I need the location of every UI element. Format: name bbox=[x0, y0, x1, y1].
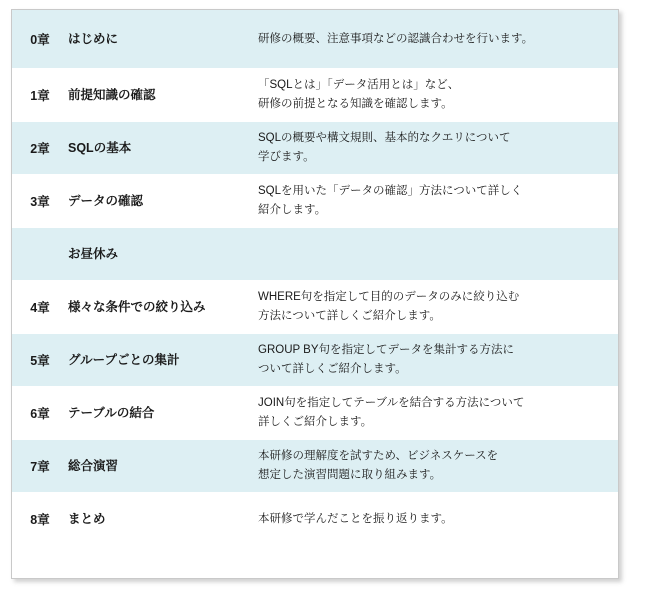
chapter-title: お昼休み bbox=[68, 228, 258, 280]
chapter-title: データの確認 bbox=[68, 175, 258, 227]
agenda-table-body bbox=[12, 10, 618, 545]
chapter-title: 前提知識の確認 bbox=[68, 69, 258, 121]
chapter-number: 0章 bbox=[12, 10, 68, 68]
chapter-description bbox=[258, 493, 618, 545]
chapter-description bbox=[258, 122, 618, 174]
chapter-description bbox=[258, 10, 618, 68]
chapter-title: はじめに bbox=[68, 10, 258, 68]
chapter-description bbox=[258, 228, 618, 280]
table-row bbox=[12, 440, 618, 492]
table-row bbox=[12, 69, 618, 121]
description-line: 「SQLとは」「データ活用とは」など、 bbox=[258, 79, 460, 92]
description-line: 想定した演習問題に取り組みます。 bbox=[258, 469, 442, 481]
chapter-number bbox=[12, 228, 68, 280]
description-line: 学びます。 bbox=[258, 151, 315, 163]
table-row bbox=[12, 122, 618, 174]
table-row bbox=[12, 281, 618, 333]
chapter-title: テーブルの結合 bbox=[68, 387, 258, 439]
description-line: 本研修で学んだことを振り返ります。 bbox=[258, 512, 453, 525]
table-row bbox=[12, 493, 618, 545]
description-line: 方法について詳しくご紹介します。 bbox=[258, 310, 441, 322]
chapter-title: グループごとの集計 bbox=[68, 334, 258, 386]
description-line: JOIN句を指定してテーブルを結合する方法について bbox=[258, 397, 525, 410]
description-line: 詳しくご紹介します。 bbox=[258, 416, 373, 428]
chapter-description bbox=[258, 69, 618, 121]
chapter-number: 5章 bbox=[12, 334, 68, 386]
chapter-title: SQLの基本 bbox=[68, 122, 258, 174]
description-line: ついて詳しくご紹介します。 bbox=[258, 363, 407, 375]
chapter-title: 様々な条件での絞り込み bbox=[68, 281, 258, 333]
chapter-title: まとめ bbox=[68, 493, 258, 545]
chapter-number: 2章 bbox=[12, 122, 68, 174]
chapter-number: 7章 bbox=[12, 440, 68, 492]
chapter-number: 1章 bbox=[12, 69, 68, 121]
chapter-number: 4章 bbox=[12, 281, 68, 333]
description-line: SQLを用いた「データの確認」方法について詳しく bbox=[258, 185, 523, 198]
table-row bbox=[12, 387, 618, 439]
chapter-description bbox=[258, 387, 618, 439]
chapter-number: 6章 bbox=[12, 387, 68, 439]
table-row bbox=[12, 334, 618, 386]
chapter-description bbox=[258, 175, 618, 227]
description-line: SQLの概要や構文規則、基本的なクエリについて bbox=[258, 132, 511, 145]
chapter-description bbox=[258, 334, 618, 386]
chapter-title: 総合演習 bbox=[68, 440, 258, 492]
description-line: WHERE句を指定して目的のデータのみに絞り込む bbox=[258, 291, 520, 304]
agenda-card bbox=[11, 9, 619, 579]
table-row bbox=[12, 10, 618, 68]
chapter-description bbox=[258, 281, 618, 333]
chapter-description bbox=[258, 440, 618, 492]
table-row bbox=[12, 175, 618, 227]
agenda-table bbox=[12, 10, 618, 545]
description-line: GROUP BY句を指定してデータを集計する方法に bbox=[258, 344, 514, 357]
description-line: 紹介します。 bbox=[258, 204, 327, 216]
chapter-number: 8章 bbox=[12, 493, 68, 545]
description-line: 研修の前提となる知識を確認します。 bbox=[258, 98, 453, 110]
table-row bbox=[12, 228, 618, 280]
description-line: 研修の概要、注意事項などの認識合わせを行います。 bbox=[258, 32, 534, 45]
description-line: 本研修の理解度を試すため、ビジネスケースを bbox=[258, 450, 499, 463]
chapter-number: 3章 bbox=[12, 175, 68, 227]
